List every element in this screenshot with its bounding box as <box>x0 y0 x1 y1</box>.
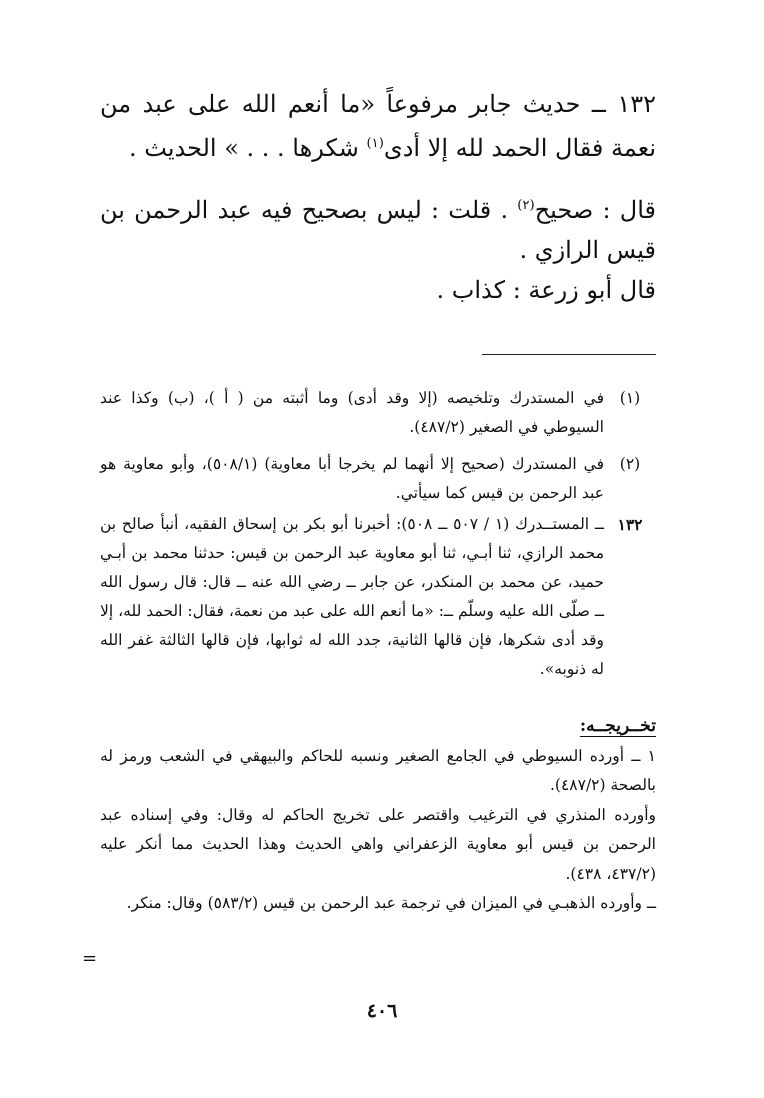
footnote-ref-1: (١) <box>366 136 384 151</box>
takhrij-paragraph-1: ١ ــ أورده السيوطي في الجامع الصغير ونسبه للحاكم والبيهقي في الشعب ورمز له بالصحة (٤٨٧/٢). <box>100 746 656 794</box>
footnote-1 <box>100 384 656 442</box>
footnote-2 <box>100 450 656 508</box>
grading-block <box>100 186 656 270</box>
grading-text <box>100 186 656 270</box>
footnote-1-number: (١) <box>619 389 641 407</box>
takhrij-paragraph-2: وأورده المنذري في الترغيب واقتصر على تخريج الحاكم له وقال: وفي إسناده عبد الرحمن بن قيس أبو معاوية الزعفراني واهي الحديث وهذا الحديث مما أنكر عليه (٤٣٧/٢، ٤٣٨). <box>100 805 656 883</box>
hadith-text <box>100 84 656 168</box>
grading-qala: قال : صحيح <box>534 196 657 224</box>
footnote-ref-2: (٢) <box>517 198 535 213</box>
takhrij-section <box>100 712 656 919</box>
hadith-block <box>100 84 656 168</box>
footnote-132 <box>100 510 656 684</box>
footnote-132-number: ١٣٢ <box>617 515 643 534</box>
page-number: ٤٠٦ <box>366 1000 398 1022</box>
hadith-line-2 <box>129 134 547 162</box>
footnote-2-number: (٢) <box>619 455 641 473</box>
takhrij-heading: تخــريجــه: <box>579 716 656 736</box>
footnote-divider <box>482 354 656 355</box>
continuation-mark: = <box>82 948 98 969</box>
grading-qult: . قلت : ليس بصحيح فيه عبد الرحمن بن قيس الرازي . <box>100 196 656 264</box>
hadith-line-2-text: الحمد لله إلا أدى <box>383 134 548 162</box>
footnote-2-text: في المستدرك (صحيح إلا أنهما لم يخرجا أبا معاوية) (٥٠٨/١)، وأبو معاوية هو عبد الرحمن بن قيس كما سيأتي. <box>100 455 604 502</box>
takhrij-paragraph-3: ــ وأورده الذهبـي في الميزان في ترجمة عبد الرحمن بن قيس (٥٨٣/٢) وقال: منكر. <box>126 894 656 912</box>
hadith-line-1: ١٣٢ ــ حديث جابر مرفوعاً «ما أنعم الله على عبد من نعمة فقال <box>100 90 656 162</box>
abu-zura-text: قال أبو زرعة : كذاب . <box>436 276 656 304</box>
hadith-line-2-end: شكرها . . . » الحديث . <box>129 134 367 162</box>
footnote-1-text: في المستدرك وتلخيصه (إلا وقد أدى) وما أثبته من ( أ )، (ب) وكذا عند السيوطي في الصغير (٤٨٧/٢). <box>100 389 604 436</box>
abu-zura-block <box>100 270 656 310</box>
footnote-132-text: ــ المستــدرك (١ / ٥٠٧ ــ ٥٠٨): أخبرنا أبو بكر بن إسحاق الفقيه، أنبأ صالح بن محمد الرازي، ثنا أبـي، ثنا أبو معاوية عبد الرحمن بن قيس: حدثنا محمد بن أبـي حميد، عن محمد بن المنكدر، عن جابر ــ رضي الله عنه ــ قال: قال رسول الله ــ صلّى الله عليه وسلّم ــ: «ما أنعم الله على عبد من نعمة، فقال: الحمد لله، إلا وقد أدى شكرها، فإن قالها الثانية، جدد الله له ثوابها، فإن قالها الثالثة غفر الله له ذنوبه». <box>100 515 605 678</box>
